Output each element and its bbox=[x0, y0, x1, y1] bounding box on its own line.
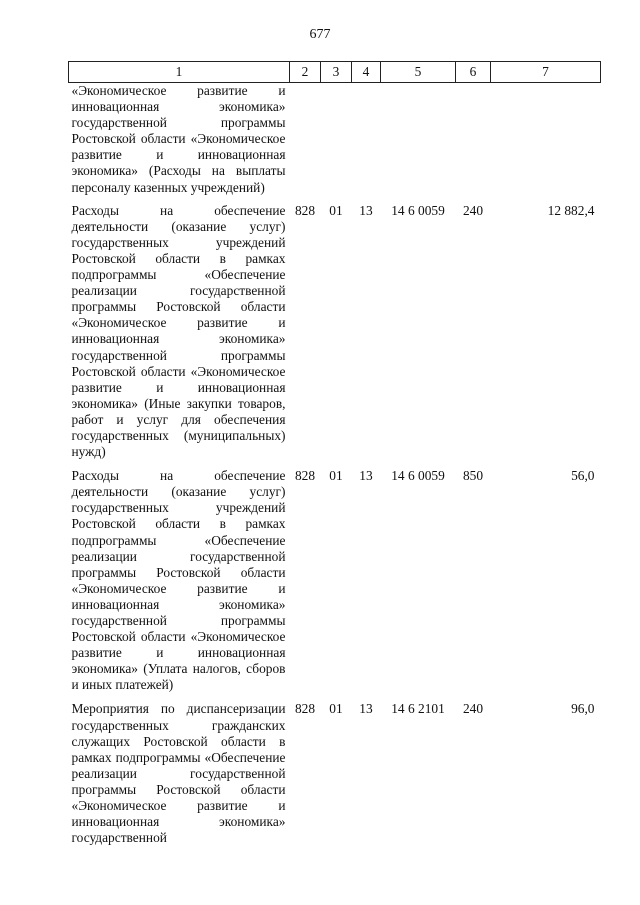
table-row bbox=[69, 465, 601, 698]
cell-expense-type: 240 bbox=[462, 701, 484, 717]
cell-ministry bbox=[290, 83, 321, 200]
cell-subsection: 13 bbox=[359, 202, 373, 218]
cell-ministry: 828 bbox=[294, 468, 316, 484]
cell-expense-type: 240 bbox=[462, 202, 484, 218]
column-header-5: 5 bbox=[381, 62, 456, 83]
row-description: «Экономическое развитие и инновационная экономика» государственной программы Ростовской области «Экономическое развитие и инновационная экономика» (Расходы на выплаты персоналу казенных учреждений) bbox=[71, 83, 286, 195]
column-header-4: 4 bbox=[352, 62, 381, 83]
column-header-2: 2 bbox=[290, 62, 321, 83]
cell-subsection bbox=[352, 83, 381, 200]
cell-expense-type: 850 bbox=[462, 468, 484, 484]
table-row bbox=[69, 200, 601, 466]
cell-amount: 56,0 bbox=[571, 468, 595, 484]
table-row bbox=[69, 698, 601, 846]
cell-amount bbox=[491, 83, 601, 200]
row-description: Мероприятия по диспансеризации государственных гражданских служащих Ростовской области в рамках подпрограммы «Обеспечение реализации государственной программы Ростовской области «Экономическое развитие и инновационная экономика» государственной bbox=[71, 701, 286, 846]
budget-table bbox=[68, 61, 601, 846]
header-row bbox=[69, 62, 601, 83]
cell-target-article bbox=[381, 83, 456, 200]
cell-subsection: 13 bbox=[359, 701, 373, 717]
cell-section: 01 bbox=[329, 701, 343, 717]
cell-section bbox=[321, 83, 352, 200]
row-description: Расходы на обеспечение деятельности (оказание услуг) государственных учреждений Ростовской области в рамках подпрограммы «Обеспечение реализации государственной программы Ростовской области «Экономическое развитие и инновационная экономика» государственной программы Ростовской области «Экономическое развитие и инновационная экономика» (Иные закупки товаров, работ и услуг для обеспечения государственных (муниципальных) нужд) bbox=[71, 202, 286, 460]
column-header-3: 3 bbox=[321, 62, 352, 83]
column-header-6: 6 bbox=[456, 62, 491, 83]
column-header-7: 7 bbox=[491, 62, 601, 83]
cell-ministry: 828 bbox=[294, 202, 316, 218]
table-row bbox=[69, 83, 601, 200]
cell-section: 01 bbox=[329, 468, 343, 484]
cell-target-article: 14 6 2101 bbox=[391, 701, 445, 717]
cell-subsection: 13 bbox=[359, 468, 373, 484]
row-description: Расходы на обеспечение деятельности (оказание услуг) государственных учреждений Ростовской области в рамках подпрограммы «Обеспечение реализации государственной программы Ростовской области «Экономическое развитие и инновационная экономика» государственной программы Ростовской области «Экономическое развитие и инновационная экономика» (Уплата налогов, сборов и иных платежей) bbox=[71, 468, 286, 693]
cell-expense-type bbox=[456, 83, 491, 200]
cell-target-article: 14 6 0059 bbox=[391, 468, 445, 484]
page-number: 677 bbox=[309, 27, 331, 42]
cell-target-article: 14 6 0059 bbox=[391, 202, 445, 218]
column-header-1: 1 bbox=[69, 62, 290, 83]
cell-amount: 12 882,4 bbox=[547, 202, 595, 218]
cell-ministry: 828 bbox=[294, 701, 316, 717]
cell-section: 01 bbox=[329, 202, 343, 218]
cell-amount: 96,0 bbox=[571, 701, 595, 717]
